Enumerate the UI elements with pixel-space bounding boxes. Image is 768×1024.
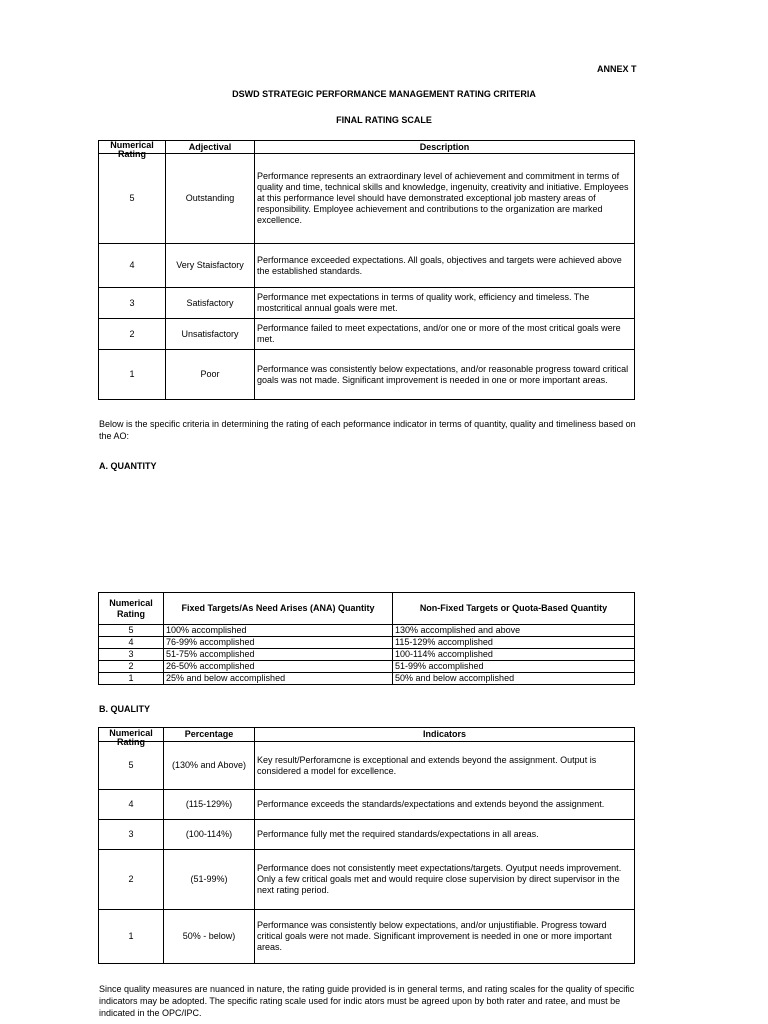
rating-cell: 4 (99, 637, 164, 649)
header-indicators: Indicators (255, 728, 635, 742)
rating-cell: 1 (99, 673, 164, 685)
description-cell: Performance failed to meet expectations, and/or one or more of the most critical goals were met. (255, 319, 635, 350)
intro-paragraph: Below is the specific criteria in determining the rating of each peformance indicator in terms of quantity, quality and timeliness based on the AO: (99, 419, 636, 441)
indicator-cell: Key result/Perforamcne is exceptional and extends beyond the assignment. Output is considered a model for excellence. (255, 742, 635, 790)
indicator-cell: Performance exceeds the standards/expectations and extends beyond the assignment. (255, 790, 635, 820)
rating-cell: 3 (99, 649, 164, 661)
table-row (99, 288, 635, 319)
header-adjectival: Adjectival (166, 141, 255, 154)
rating-cell: 3 (99, 820, 164, 850)
rating-cell: 4 (99, 790, 164, 820)
header-numerical-rating: Numerical Rating (99, 141, 166, 154)
section-b-heading: B. QUALITY (99, 704, 150, 714)
rating-cell: 5 (99, 742, 164, 790)
fixed-cell: 100% accomplished (164, 625, 393, 637)
adjectival-cell: Outstanding (166, 154, 255, 244)
header-fixed-targets: Fixed Targets/As Need Arises (ANA) Quantity (164, 593, 393, 625)
nonfixed-cell: 50% and below accomplished (393, 673, 635, 685)
table-row (99, 319, 635, 350)
adjectival-cell: Poor (166, 350, 255, 400)
rating-cell: 5 (99, 154, 166, 244)
adjectival-cell: Unsatisfactory (166, 319, 255, 350)
table-row (99, 850, 635, 910)
fixed-cell: 25% and below accomplished (164, 673, 393, 685)
table-row (99, 625, 635, 637)
table-row (99, 661, 635, 673)
rating-cell: 1 (99, 910, 164, 964)
rating-cell: 2 (99, 319, 166, 350)
description-cell: Performance was consistently below expectations, and/or reasonable progress toward critical goals was not made. Significant improvement is needed in one or more important areas. (255, 350, 635, 400)
table-row (99, 350, 635, 400)
document-title: DSWD STRATEGIC PERFORMANCE MANAGEMENT RATING CRITERIA (232, 89, 536, 99)
rating-cell: 4 (99, 244, 166, 288)
percentage-cell: 50% - below) (164, 910, 255, 964)
table-row (99, 244, 635, 288)
indicator-cell: Performance fully met the required standards/expectations in all areas. (255, 820, 635, 850)
fixed-cell: 26-50% accomplished (164, 661, 393, 673)
rating-cell: 1 (99, 350, 166, 400)
table-row (99, 742, 635, 790)
header-description: Description (255, 141, 635, 154)
percentage-cell: (115-129%) (164, 790, 255, 820)
header-percentage: Percentage (164, 728, 255, 742)
nonfixed-cell: 100-114% accomplished (393, 649, 635, 661)
indicator-cell: Performance does not consistently meet expectations/targets. Oyutput needs improvement. Only a few critical goals met and would require close supervision by direct supervisor in the next rating period. (255, 850, 635, 910)
table-row (99, 637, 635, 649)
nonfixed-cell: 130% accomplished and above (393, 625, 635, 637)
fixed-cell: 76-99% accomplished (164, 637, 393, 649)
rating-cell: 2 (99, 850, 164, 910)
header-nonfixed-targets: Non-Fixed Targets or Quota-Based Quantity (393, 593, 635, 625)
fixed-cell: 51-75% accomplished (164, 649, 393, 661)
percentage-cell: (130% and Above) (164, 742, 255, 790)
percentage-cell: (51-99%) (164, 850, 255, 910)
table-row (99, 649, 635, 661)
table-row (99, 790, 635, 820)
nonfixed-cell: 115-129% accomplished (393, 637, 635, 649)
table-row (99, 154, 635, 244)
section-a-heading: A. QUANTITY (99, 461, 157, 471)
description-cell: Performance represents an extraordinary level of achievement and commitment in terms of quality and time, technical skills and knowledge, ingenuity, creativity and initiative. Employees at this performance level should have demonstrated exceptional job mastery areas of responsibility. Employee achievement and contributions to the organization are marked excellence. (255, 154, 635, 244)
header-numerical-rating: Numerical Rating (99, 728, 164, 742)
table-row (99, 673, 635, 685)
description-cell: Performance exceeded expectations. All goals, objectives and targets were achieved above the established standards. (255, 244, 635, 288)
percentage-cell: (100-114%) (164, 820, 255, 850)
nonfixed-cell: 51-99% accomplished (393, 661, 635, 673)
adjectival-cell: Satisfactory (166, 288, 255, 319)
quality-table (98, 727, 635, 964)
rating-cell: 2 (99, 661, 164, 673)
document-subtitle: FINAL RATING SCALE (336, 115, 432, 125)
description-cell: Performance met expectations in terms of quality work, efficiency and timeless. The mostcritical annual goals were met. (255, 288, 635, 319)
table-row (99, 910, 635, 964)
rating-cell: 5 (99, 625, 164, 637)
annex-label: ANNEX T (597, 64, 637, 74)
indicator-cell: Performance was consistently below expectations, and/or unjustifiable. Progress toward critical goals were not made. Significant improvement is needed in one or more important areas. (255, 910, 635, 964)
adjectival-cell: Very Staisfactory (166, 244, 255, 288)
rating-cell: 3 (99, 288, 166, 319)
final-rating-table (98, 140, 635, 400)
quantity-table (98, 592, 635, 685)
table-row (99, 820, 635, 850)
closing-paragraph: Since quality measures are nuanced in nature, the rating guide provided is in general terms, and rating scales for the quality of specific indicators may be adopted. The specific rating scale used for indic ators must be agreed upon by both rater and ratee, and must be indicated in the OPC/IPC. (99, 984, 635, 1018)
header-numerical-rating: Numerical Rating (99, 593, 164, 625)
